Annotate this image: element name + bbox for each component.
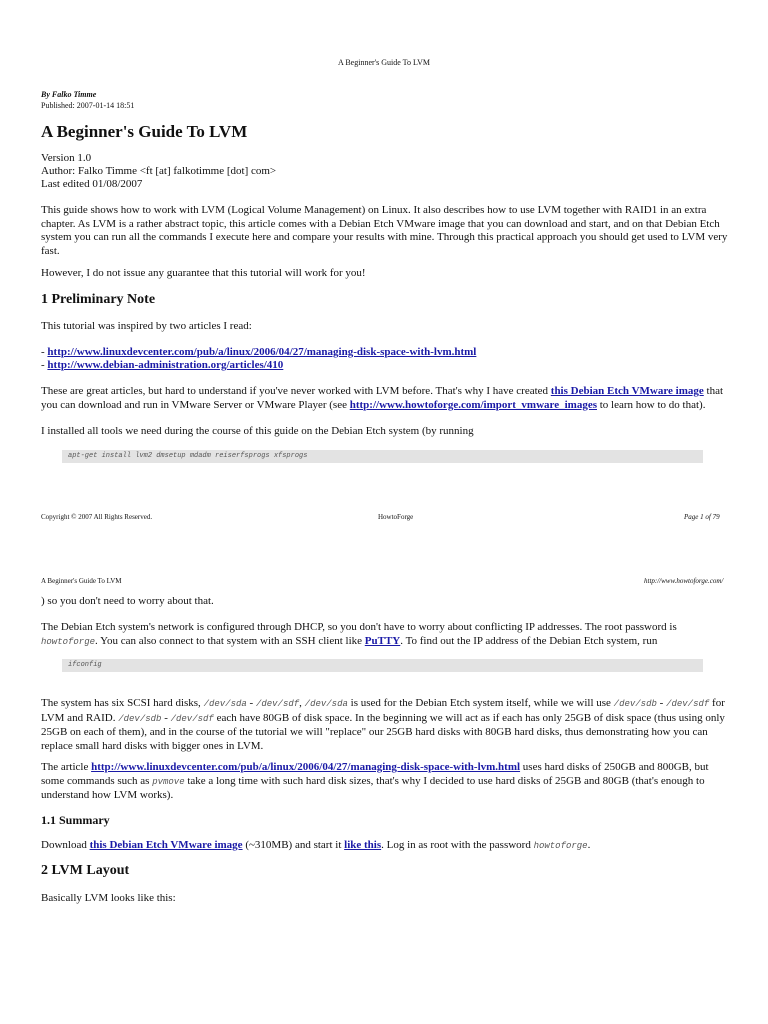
linuxdevcenter-article-link[interactable]: http://www.linuxdevcenter.com/pub/a/linux/2006/04/27/managing-disk-space-with-lvm.html bbox=[91, 761, 521, 773]
section-heading-lvm-layout: 2 LVM Layout bbox=[41, 863, 130, 878]
article-text: uses hard disks of 250GB and 800GB, but some commands such as bbox=[41, 761, 709, 787]
disks-text: , bbox=[299, 697, 305, 709]
article-text: take a long time with such hard disk sizes, that's why I decided to use hard disks of 25GB and 80GB (that's enough to understand how LVM works). bbox=[41, 774, 705, 801]
intro-paragraph: This guide shows how to work with LVM (Logical Volume Management) on Linux. It also describes how to use LVM together with RAID1 in an extra chapter. As LVM is a rather abstract topic, this article comes with a Debian Etch VMware image that you can download and start, and on that Debian Etch system you can run all the commands I execute here and compare your results with mine. Through this practical approach you should get used to LVM very fast. bbox=[41, 204, 728, 257]
dev-sdb-code: /dev/sdb bbox=[613, 699, 657, 709]
disks-text: - bbox=[161, 711, 171, 724]
version: Version 1.0 bbox=[41, 152, 92, 164]
code-block-apt-get: apt-get install lvm2 dmsetup mdadm reiserfsprogs xfsprogs bbox=[62, 450, 703, 463]
basically-text: Basically LVM looks like this: bbox=[41, 892, 176, 904]
page2-header-title: A Beginner's Guide To LVM bbox=[41, 577, 122, 585]
link-line-2 bbox=[41, 359, 283, 373]
dev-sda-code: /dev/sda bbox=[203, 699, 247, 709]
disks-paragraph bbox=[41, 697, 731, 753]
pvmove-code: pvmove bbox=[152, 776, 185, 787]
password-code: howtoforge bbox=[533, 841, 588, 851]
linuxdevcenter-link[interactable]: http://www.linuxdevcenter.com/pub/a/linux/2006/04/27/managing-disk-space-with-lvm.html bbox=[47, 346, 477, 358]
page-title: A Beginner's Guide To LVM bbox=[41, 122, 248, 141]
disks-text: is used for the Debian Etch system itself, while we will use bbox=[347, 697, 614, 709]
footer-page-number: Page 1 of 79 bbox=[684, 513, 720, 521]
section-heading-preliminary-note: 1 Preliminary Note bbox=[41, 292, 156, 307]
link-dash: - bbox=[41, 346, 48, 358]
disks-text: - bbox=[656, 697, 667, 709]
footer-copyright: Copyright © 2007 All Rights Reserved. bbox=[41, 513, 153, 521]
page2-header-url: http://www.howtoforge.com/ bbox=[644, 577, 724, 585]
installed-text: I installed all tools we need during the course of this guide on the Debian Etch system (by running bbox=[41, 425, 474, 437]
disks-text: The system has six SCSI hard disks, bbox=[41, 697, 204, 709]
continuation-text: ) so you don't need to worry about that. bbox=[41, 595, 214, 607]
download-text: Download bbox=[41, 839, 90, 851]
download-text: . bbox=[587, 839, 591, 851]
debian-administration-link[interactable]: http://www.debian-administration.org/articles/410 bbox=[47, 359, 284, 371]
dev-sda-code: /dev/sda bbox=[304, 699, 348, 709]
code-block-ifconfig: ifconfig bbox=[62, 659, 703, 672]
network-paragraph bbox=[41, 621, 731, 649]
download-text: . Log in as root with the password bbox=[381, 839, 534, 851]
article-paragraph bbox=[41, 761, 731, 803]
download-paragraph bbox=[41, 839, 590, 854]
great-articles-text: These are great articles, but hard to understand if you've never worked with LVM before. That's why I have created bbox=[41, 385, 551, 397]
author: Author: Falko Timme <ft [at] falkotimme [dot] com> bbox=[41, 165, 277, 177]
putty-link[interactable]: PuTTY bbox=[364, 634, 401, 647]
network-text: The Debian Etch system's network is configured through DHCP, so you don't have to worry about conflicting IP addresses. The root password is bbox=[41, 621, 677, 633]
published-date: Published: 2007-01-14 18:51 bbox=[41, 101, 135, 110]
last-edited: Last edited 01/08/2007 bbox=[41, 178, 143, 190]
footer-site: HowtoForge bbox=[378, 513, 414, 521]
howtoforge-import-link[interactable]: http://www.howtoforge.com/import_vmware_images bbox=[349, 398, 597, 411]
network-text: . To find out the IP address of the Debian Etch system, run bbox=[400, 634, 658, 647]
disks-text: each have 80GB of disk space. In the beginning we will act as if each has only 25GB of disk space (thus using only 25GB on each of them), and in the course of the tutorial we will "replace" our 25GB hard disks with 80GB hard disks, thus demonstrating how you can replace small hard disks with bigger ones in LVM. bbox=[41, 711, 725, 752]
link-line-1 bbox=[41, 346, 476, 360]
disks-text: - bbox=[246, 697, 256, 709]
byline: By Falko Timme bbox=[41, 90, 97, 99]
great-articles-paragraph bbox=[41, 385, 731, 412]
section-heading-summary: 1.1 Summary bbox=[41, 813, 110, 827]
dev-sdf-code: /dev/sdf bbox=[666, 699, 710, 709]
inspired-text: This tutorial was inspired by two articles I read: bbox=[41, 320, 252, 332]
running-header: A Beginner's Guide To LVM bbox=[338, 58, 430, 67]
great-articles-text: to learn how to do that). bbox=[597, 398, 706, 411]
article-text: The article bbox=[41, 761, 92, 773]
vmware-image-link[interactable]: this Debian Etch VMware image bbox=[550, 385, 704, 397]
network-text: . You can also connect to that system with an SSH client like bbox=[95, 634, 365, 647]
great-articles-text: that you can download and run in VMware Server or VMware Player (see bbox=[41, 385, 724, 411]
like-this-link[interactable]: like this bbox=[344, 839, 382, 851]
link-dash: - bbox=[41, 359, 48, 371]
dev-sdb-code: /dev/sdb bbox=[118, 713, 162, 724]
disclaimer: However, I do not issue any guarantee that this tutorial will work for you! bbox=[41, 267, 366, 279]
download-text: (~310MB) and start it bbox=[242, 839, 345, 851]
disks-text: for LVM and RAID. bbox=[41, 697, 725, 724]
dev-sdf-code: /dev/sdf bbox=[170, 713, 214, 724]
dev-sdf-code: /dev/sdf bbox=[255, 699, 300, 709]
download-vmware-image-link[interactable]: this Debian Etch VMware image bbox=[89, 839, 243, 851]
password-code: howtoforge bbox=[41, 636, 96, 647]
